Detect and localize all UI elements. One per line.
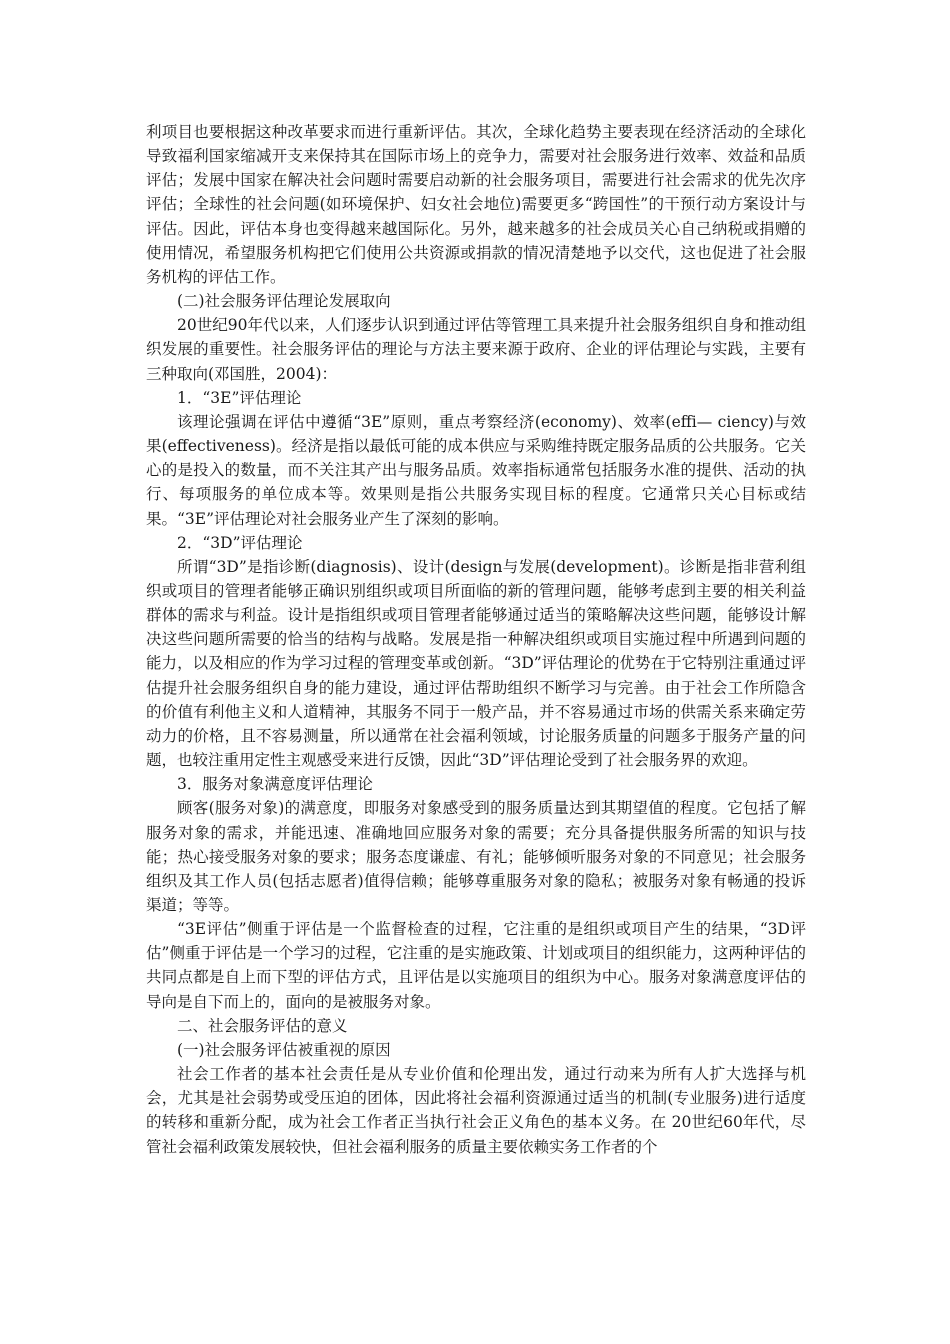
subsection-heading-reasons: (一)社会服务评估被重视的原因 — [177, 1040, 391, 1059]
document-body — [146, 120, 806, 1159]
paragraph: 社会工作者的基本社会责任是从专业价值和伦理出发，通过行动来为所有人扩大选择与机会，尤其是社会弱势或受压迫的团体，因此将社会福利资源通过适当的机制(专业服务)进行适度的转移和重新分配，成为社会工作者正当执行社会正义角色的基本义务。在 20世纪60年代，尽管社会福利政策发展较快，但社会福利服务的质量主要依赖实务工作者的个 — [146, 1065, 806, 1156]
section-heading-significance: 二、社会服务评估的意义 — [177, 1016, 348, 1035]
subheading-3d-theory: 2．“3D”评估理论 — [177, 533, 303, 552]
paragraph: 顾客(服务对象)的满意度，即服务对象感受到的服务质量达到其期望值的程度。它包括了解服务对象的需求，并能迅速、准确地回应服务对象的需要；充分具备提供服务所需的知识与技能；热心接受服务对象的要求；服务态度谦虚、有礼；能够倾听服务对象的不同意见；社会服务组织及其工作人员(包括志愿者)值得信赖；能够尊重服务对象的隐私；被服务对象有畅通的投诉渠道；等等。 — [146, 799, 806, 914]
subheading-satisfaction-theory: 3．服务对象满意度评估理论 — [177, 775, 373, 794]
paragraph: “3E评估”侧重于评估是一个监督检查的过程，它注重的是组织或项目产生的结果，“3D评估”侧重于评估是一个学习的过程，它注重的是实施政策、计划或项目的组织能力，这两种评估的共同点都是自上而下型的评估方式，且评估是以实施项目的组织为中心。服务对象满意度评估的导向是自下而上的，面向的是被服务对象。 — [146, 920, 806, 1011]
section-heading-theory-orientation: (二)社会服务评估理论发展取向 — [177, 292, 391, 311]
paragraph: 该理论强调在评估中遵循“3E”原则，重点考察经济(economy)、效率(effi— ciency)与效果(effectiveness)。经济是指以最低可能的成本供应与采购维持既定服务品质的公共服务。它关心的是投入的数量，而不关注其产出与服务品质。效率指标通常包括服务水准的提供、活动的执行、每项服务的单位成本等。效果则是指公共服务实现目标的程度。它通常只关心目标或结果。“3E”评估理论对社会服务业产生了深刻的影响。 — [146, 412, 806, 528]
paragraph: 20世纪90年代以来，人们逐步认识到通过评估等管理工具来提升社会服务组织自身和推动组织发展的重要性。社会服务评估的理论与方法主要来源于政府、企业的评估理论与实践，主要有三种取向(邓国胜，2004)： — [146, 316, 806, 383]
subheading-3e-theory: 1．“3E”评估理论 — [177, 388, 302, 407]
paragraph: 所谓“3D”是指诊断(diagnosis)、设计(design与发展(development)。诊断是指非营利组织或项目的管理者能够正确识别组织或项目所面临的新的管理问题，能够考虑到主要的相关利益群体的需求与利益。设计是指组织或项目管理者能够通过适当的策略解决这些问题，能够设计解决这些问题所需要的恰当的结构与战略。发展是指一种解决组织或项目实施过程中所遇到问题的能力，以及相应的作为学习过程的管理变革或创新。“3D”评估理论的优势在于它特别注重通过评估提升社会服务组织自身的能力建设，通过评估帮助组织不断学习与完善。由于社会工作所隐含的价值有利他主义和人道精神，其服务不同于一般产品，并不容易通过市场的供需关系来确定劳动力的价格，且不容易测量，所以通常在社会福利领域，讨论服务质量的问题多于服务产量的问题，也较注重用定性主观感受来进行反馈，因此“3D”评估理论受到了社会服务界的欢迎。 — [146, 557, 806, 770]
paragraph-continued: 利项目也要根据这种改革要求而进行重新评估。其次，全球化趋势主要表现在经济活动的全球化导致福利国家缩减开支来保持其在国际市场上的竞争力，需要对社会服务进行效率、效益和品质评估；发展中国家在解决社会问题时需要启动新的社会服务项目，需要进行社会需求的优先次序评估；全球性的社会问题(如环境保护、妇女社会地位)需要更多“跨国性”的干预行动方案设计与评估。因此，评估本身也变得越来越国际化。另外，越来越多的社会成员关心自己纳税或捐赠的使用情况，希望服务机构把它们使用公共资源或捐款的情况清楚地予以交代，这也促进了社会服务机构的评估工作。 — [146, 123, 806, 286]
